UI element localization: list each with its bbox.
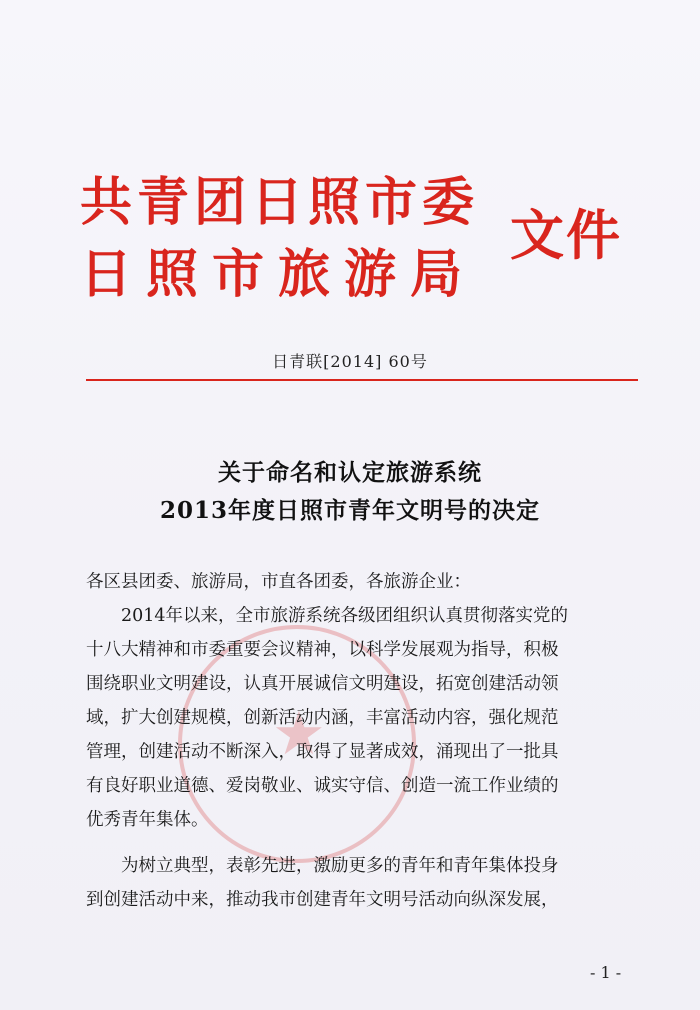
body-line: 围绕职业文明建设，认真开展诚信文明建设，拓宽创建活动领: [86, 674, 559, 694]
salutation: 各区县团委、旅游局，市直各团委，各旅游企业：: [86, 572, 471, 592]
body-line: 域，扩大创建规模，创新活动内涵，丰富活动内容，强化规范: [86, 708, 559, 728]
paragraph-gap: [86, 837, 646, 849]
document-number: 日青联[2014] 60号: [272, 352, 428, 371]
body-line: 有良好职业道德、爱岗敬业、诚实守信、创造一流工作业绩的: [86, 776, 559, 796]
page-number: - 1 -: [590, 963, 622, 982]
header-doc-type: 文件: [510, 204, 622, 267]
body-line: 为树立典型，表彰先进，激励更多的青年和青年集体投身: [86, 856, 559, 876]
body-line: 优秀青年集体。: [86, 810, 209, 830]
document-body: [86, 565, 646, 917]
body-line: 十八大精神和市委重要会议精神，以科学发展观为指导，积极: [86, 640, 559, 660]
body-line: 管理，创建活动不断深入，取得了显著成效，涌现出了一批具: [86, 742, 559, 762]
red-divider-line: [86, 379, 638, 381]
body-line: 到创建活动中来，推动我市创建青年文明号活动向纵深发展，: [86, 890, 559, 910]
header-org-line-2: 日照市旅游局: [80, 245, 477, 305]
seal-star-icon: ★: [272, 699, 326, 769]
header-org-line-1: 共青团日照市委: [80, 173, 480, 233]
document-title-line-1: 关于命名和认定旅游系统: [218, 459, 482, 486]
document-title-line-2: 2013年度日照市青年文明号的决定: [159, 497, 540, 524]
body-line: 2014年以来，全市旅游系统各级团组织认真贯彻落实党的: [86, 606, 569, 626]
